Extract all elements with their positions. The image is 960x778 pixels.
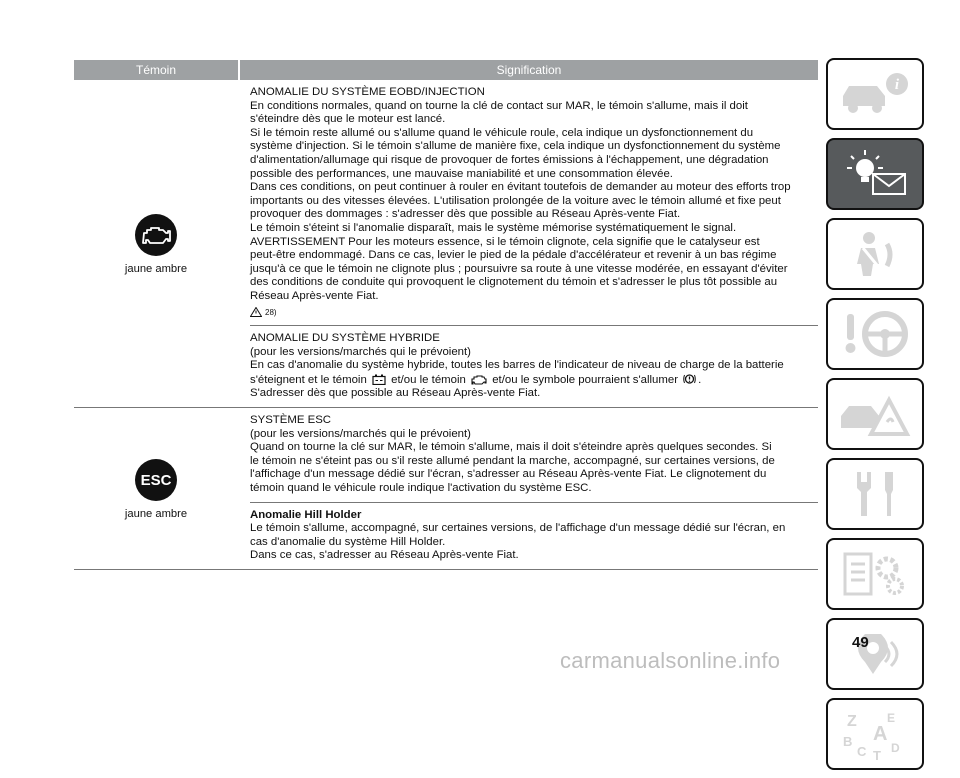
engine-check-icon-small [471,374,487,385]
text-line: S'adresser dès que possible au Réseau Après-vente Fiat. [250,387,541,400]
index-letter: E [887,711,896,725]
text-line: s'éteindre dès que le moteur est lancé. [250,113,446,126]
text-line: En cas d'anomalie du système hybride, toutes les barres de l'indicateur de niveau de charge de la batterie [250,359,784,372]
text-line: Si le témoin reste allumé ou s'allume quand le véhicule roule, cela indique un dysfonctionnement du [250,126,754,139]
tile-driving[interactable] [826,298,924,370]
index-letter: Z [847,713,857,730]
tile-multimedia[interactable] [826,618,924,690]
lamp-color-label: jaune ambre [124,507,188,520]
tile-safety[interactable] [826,218,924,290]
text-line: Réseau Après-vente Fiat. [250,289,379,302]
chapter-sidebar [826,58,926,778]
text-line: des conditions de conduite qui provoquent le clignotement du témoin et s'adresser le plus tôt possible au [250,276,778,289]
meaning-cell [238,408,818,569]
subheading: Anomalie Hill Holder [250,508,362,521]
index-letter: D [891,741,900,755]
text-line: cas d'anomalie du système Hill Holder. [250,535,446,548]
watermark: carmanualsonline.info [560,648,781,673]
text-line: provoquer des dommages : s'adresser dès que possible au Réseau Après-vente Fiat. [250,208,681,221]
lamp-cell [74,80,238,407]
tile-index[interactable] [826,698,924,770]
text-line-with-icons [250,373,818,388]
text-line: (pour les versions/marchés qui le prévoient) [250,427,471,440]
engine-check-icon [134,213,178,257]
eobd-block [250,80,818,325]
text-line: possible des performances, une mauvaise maniabilité et une consommation élevée. [250,167,673,180]
text-line: Dans ces conditions, on peut continuer à rouler en évitant toutefois de demander au moteur des efforts trop [250,181,791,194]
text-line: peut-être endommagé. Dans ce cas, levier le pied de la pédale d'accélérateur et revenir à un bas régime [250,249,777,262]
text-line: Le témoin s'éteint si l'anomalie disparaît, mais le système mémorise systématiquement le signal. [250,221,737,234]
esc-icon-text: ESC [140,471,172,489]
steering-wheel-icon [835,306,915,362]
text-line: témoin quand le véhicule roule indique l'activation du système ESC. [250,482,592,495]
svg-text:i: i [894,77,900,93]
text-line: ANOMALIE DU SYSTÈME HYBRIDE [250,332,440,345]
text-line: (pour les versions/marchés qui le prévoient) [250,345,471,358]
page-number: 49 [852,634,869,651]
system-failure-icon [683,373,696,385]
index-icon [835,706,915,762]
meaning-cell [238,80,818,407]
tile-warning-lights[interactable] [826,138,924,210]
text-line: SYSTÈME ESC [250,414,332,427]
index-letter: B [843,734,853,749]
text-line: ANOMALIE DU SYSTÈME EOBD/INJECTION [250,86,485,98]
text-line: importants ou des vitesses élevées. L'utilisation prolongée de la voiture avec le témoin allumé et fixe peut [250,194,781,207]
warning-lights-table [74,60,818,570]
safety-icon [835,226,915,282]
text-fragment: et/ou le témoin [391,373,466,386]
text-line: l'affichage d'un message dédié sur l'écran, s'adresser au Réseau Après-vente Fiat. Le clignotement du [250,468,767,481]
text-line: Le témoin s'allume, accompagné, sur certaines versions, de l'affichage d'un message dédié sur l'écran, en [250,522,786,535]
text-fragment: s'éteignent et le témoin [250,373,367,386]
header-lamp: Témoin [135,63,176,77]
text-line: jusqu'à ce que le témoin ne clignote plus ; poursuivre sa route à une vitesse modérée, en essayant d'éviter [250,262,788,275]
text-line: d'alimentation/allumage qui risque de provoquer de fortes émissions à l'échappement, une dégradation [250,153,769,166]
index-letter: T [873,748,881,762]
text-line: Dans ce cas, s'adresser au Réseau Après-vente Fiat. [250,549,519,562]
reference-number: 28) [265,307,277,317]
tile-emergency[interactable] [826,378,924,450]
index-letter: A [873,723,888,745]
tile-maintenance[interactable] [826,458,924,530]
hybrid-block [250,325,818,407]
lamp-cell [74,408,238,569]
lamp-color-label: jaune ambre [124,262,188,275]
text-fragment: . [698,373,702,386]
warning-triangle-icon [250,307,262,317]
text-line: AVERTISSEMENT Pour les moteurs essence, si le témoin clignote, cela signifie que le catalyseur est [250,235,760,248]
text-fragment: et/ou le symbole pourraient s'allumer [492,373,678,386]
wrench-icon [835,466,915,522]
tile-technical-data[interactable] [826,538,924,610]
warning-reference [250,306,818,320]
tile-car-info[interactable] [826,58,924,130]
warning-lights-icon [835,146,915,202]
text-line: système d'injection. Si le témoin s'allume de manière fixe, cela indique un dysfonctionnement du système [250,140,781,153]
esc-block [250,408,818,502]
text-line: En conditions normales, quand on tourne la clé de contact sur MAR, le témoin s'allume, mais il doit [250,99,748,112]
table-row [74,408,818,570]
text-line: Quand on tourne la clé sur MAR, le témoin s'allume, mais il doit s'éteindre après quelques secondes. Si [250,441,772,454]
table-row [74,80,818,408]
hill-holder-block [250,502,818,569]
index-letter: C [857,744,867,759]
table-header [74,60,818,80]
car-info-icon [835,66,915,122]
header-meaning: Signification [238,60,818,80]
battery-icon [372,374,386,385]
multimedia-icon [835,626,915,682]
emergency-icon [835,386,915,442]
esc-icon [134,458,178,502]
text-line: le témoin ne s'éteint pas ou s'il reste allumé pendant la marche, accompagné, sur certaines versions, de [250,454,775,467]
gears-icon [835,546,915,602]
